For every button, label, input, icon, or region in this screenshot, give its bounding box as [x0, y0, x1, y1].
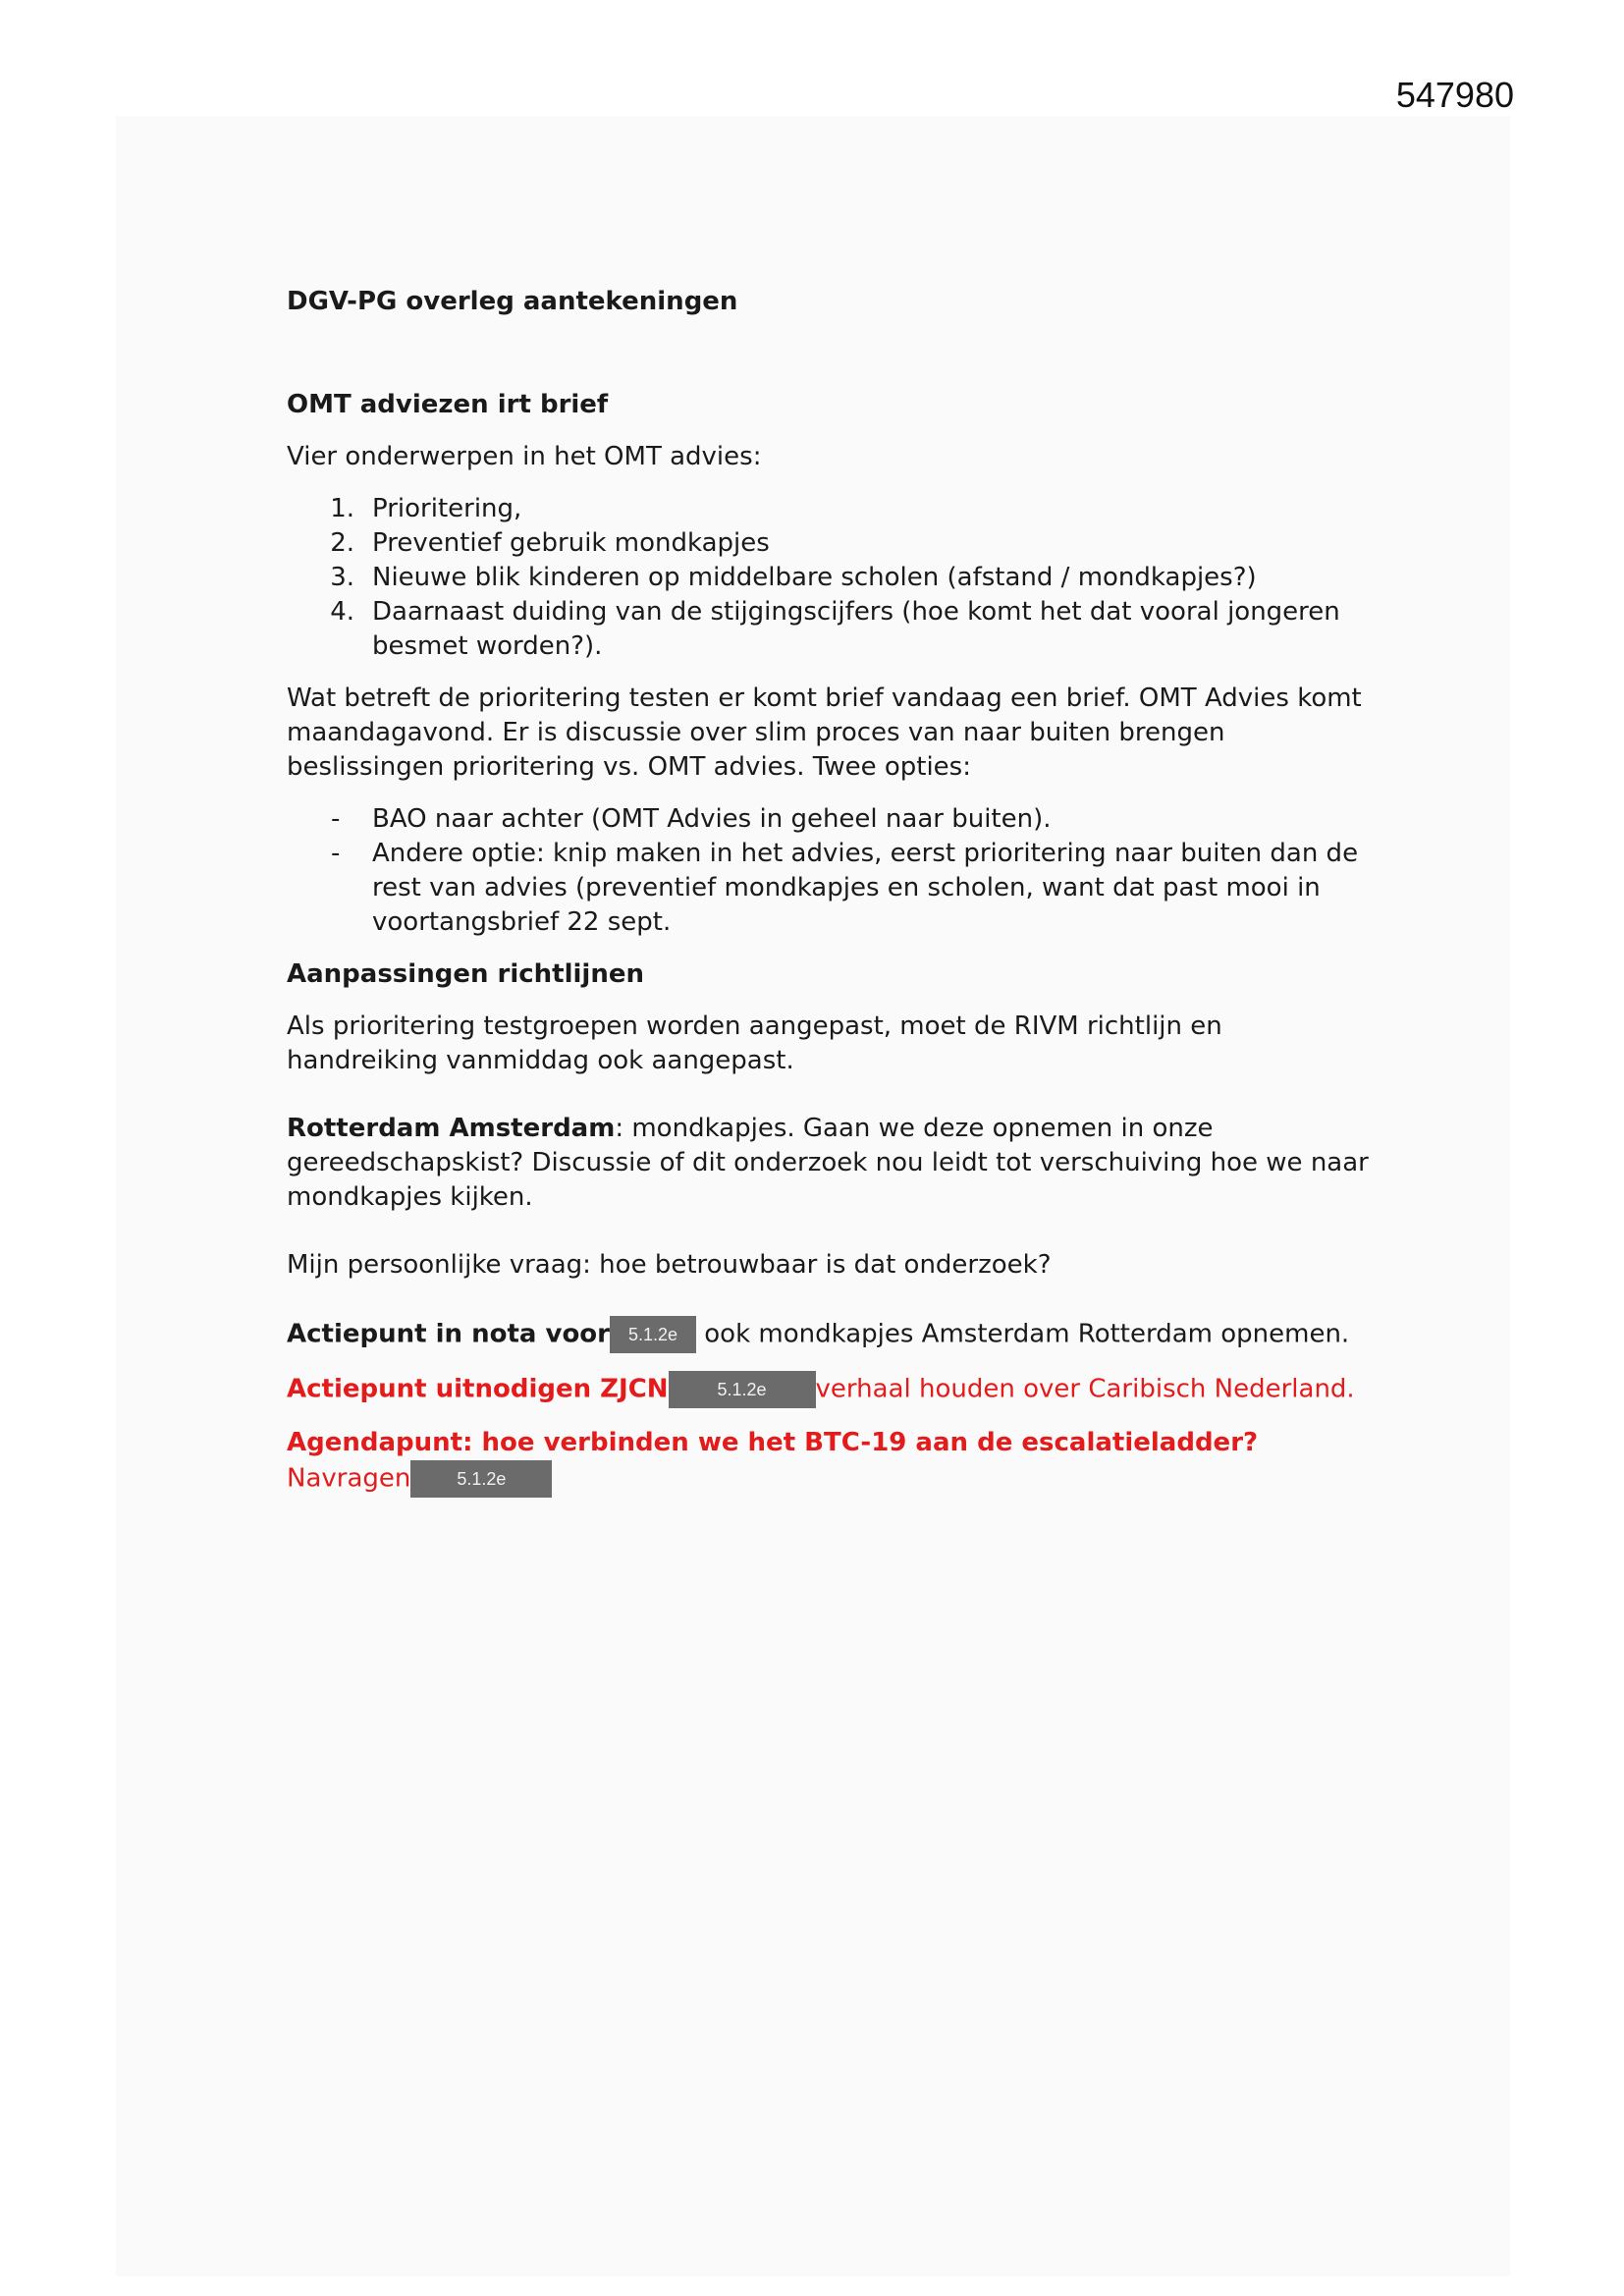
agenda-item — [287, 1426, 1377, 1498]
options-list — [287, 802, 1377, 940]
section-heading-omt: OMT adviezen irt brief — [287, 390, 609, 419]
action-item-zjcn — [287, 1371, 1377, 1408]
agenda-label: Agendapunt: hoe verbinden we het BTC-19 aan de escalatieladder? — [287, 1428, 1259, 1457]
redaction-box: 5.1.2e — [610, 1316, 696, 1353]
action2-label: Actiepunt uitnodigen ZJCN — [287, 1374, 669, 1404]
document-title: DGV-PG overleg aantekeningen — [287, 287, 738, 316]
list-item: - Andere optie: knip maken in het advies, eerst prioritering naar buiten dan de rest van advies (preventief mondkapjes en scholen, want dat past mooi in voortangsbrief 22 sept. — [331, 839, 1359, 937]
redaction-box: 5.1.2e — [669, 1371, 816, 1408]
richtlijnen-paragraph: Als prioritering testgroepen worden aangepast, moet de RIVM richtlijn en handreiking vanmiddag ook aangepast. — [287, 1011, 1222, 1075]
list-item: 2. Preventief gebruik mondkapjes — [330, 528, 770, 558]
redaction-box: 5.1.2e — [410, 1460, 552, 1498]
rotterdam-text: : mondkapjes. Gaan we deze opnemen in onze gereedschapskist? Discussie of dit onderzoek nou leidt tot verschuiving hoe we naar mondkapjes kijken. — [287, 1114, 1369, 1212]
document-number: 547980 — [1395, 75, 1514, 115]
section-heading-richtlijnen: Aanpassingen richtlijnen — [287, 959, 644, 989]
action2-text: verhaal houden over Caribisch Nederland. — [815, 1374, 1355, 1404]
list-item: 4. Daarnaast duiding van de stijgingscijfers (hoe komt het dat vooral jongeren besmet worden?). — [330, 597, 1340, 661]
document-body — [287, 285, 1377, 1515]
rotterdam-label: Rotterdam Amsterdam — [287, 1114, 616, 1143]
personal-question: Mijn persoonlijke vraag: hoe betrouwbaar is dat onderzoek? — [287, 1250, 1052, 1280]
omt-intro: Vier onderwerpen in het OMT advies: — [287, 442, 762, 471]
list-item: 3. Nieuwe blik kinderen op middelbare scholen (afstand / mondkapjes?) — [330, 563, 1257, 592]
list-item: 1. Prioritering, — [330, 494, 522, 523]
action1-text: ook mondkapjes Amsterdam Rotterdam opnemen. — [696, 1319, 1350, 1349]
prioritering-paragraph: Wat betreft de prioritering testen er komt brief vandaag een brief. OMT Advies komt maandagavond. Er is discussie over slim proces van naar buiten brengen beslissingen prioritering vs. OMT advies. Twee opties: — [287, 683, 1362, 782]
omt-topics-list — [287, 492, 1377, 664]
list-item: - BAO naar achter (OMT Advies in geheel naar buiten). — [331, 804, 1052, 834]
action-item-nota — [287, 1316, 1377, 1353]
action1-label: Actiepunt in nota voor — [287, 1319, 610, 1349]
agenda-text: Navragen — [287, 1463, 411, 1494]
rotterdam-paragraph — [287, 1112, 1377, 1215]
